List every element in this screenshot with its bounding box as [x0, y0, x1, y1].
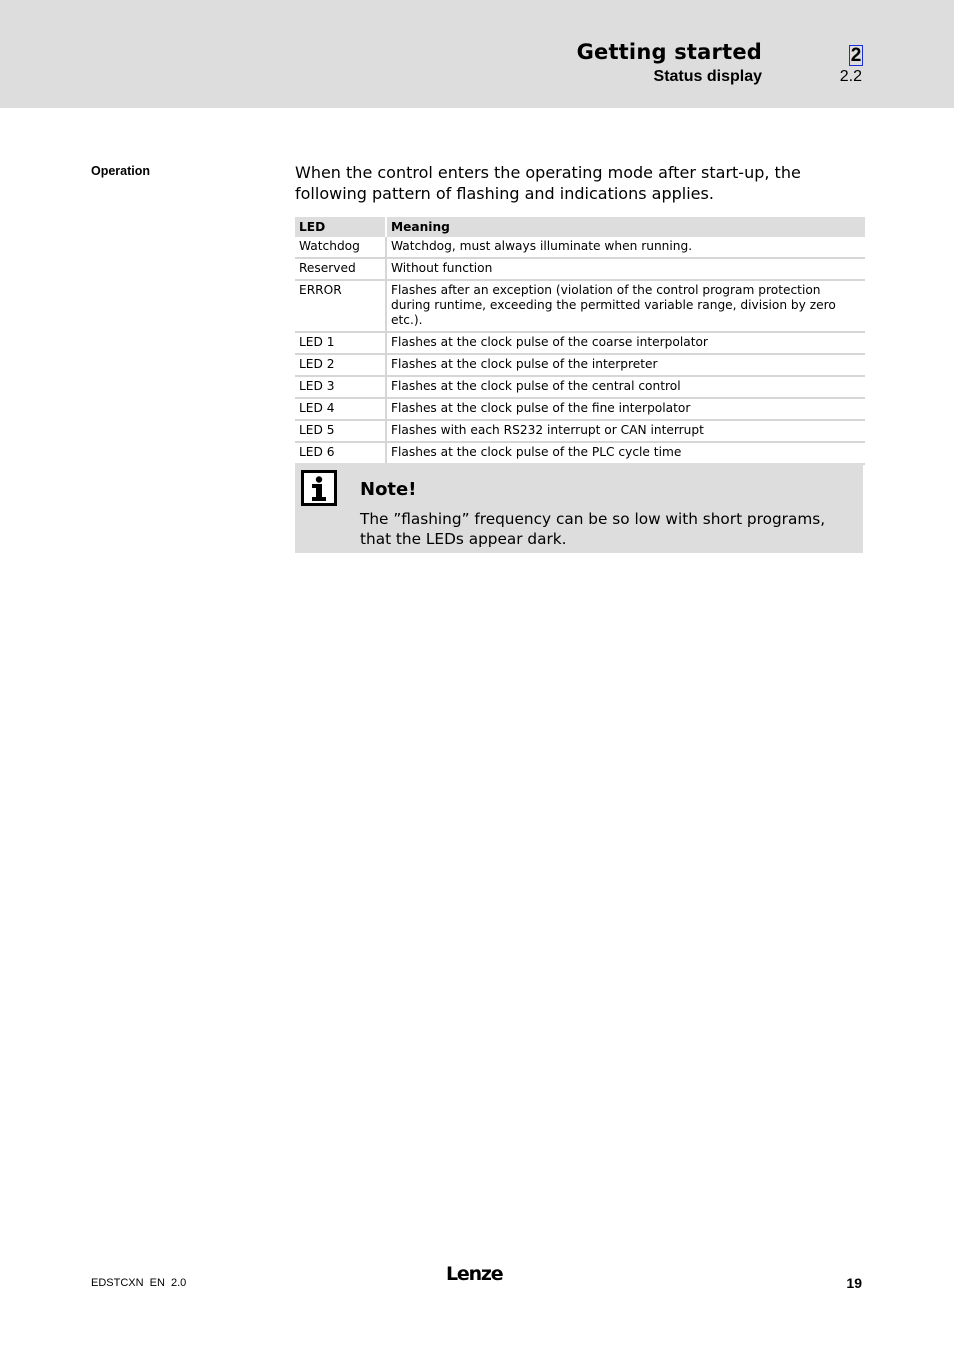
table-row [295, 332, 865, 354]
led-cell: ERROR [295, 280, 386, 332]
led-cell: Reserved [295, 258, 386, 280]
section-number: 2.2 [839, 68, 862, 85]
table-row [295, 442, 865, 464]
led-cell: LED 1 [295, 332, 386, 354]
table-row [295, 398, 865, 420]
footer-doc-code: EDSTCXN EN 2.0 [91, 1277, 187, 1289]
led-cell: Watchdog [295, 237, 386, 258]
column-header-led: LED [295, 217, 386, 237]
table-row [295, 237, 865, 258]
meaning-cell: Flashes at the clock pulse of the PLC cycle time [386, 442, 865, 464]
chapter-number[interactable]: 2 [850, 45, 862, 66]
led-cell: LED 2 [295, 354, 386, 376]
chapter-title: Getting started [576, 40, 762, 64]
led-cell: LED 6 [295, 442, 386, 464]
table-row [295, 376, 865, 398]
column-header-meaning: Meaning [386, 217, 865, 237]
meaning-cell: Watchdog, must always illuminate when running. [386, 237, 865, 258]
led-cell: LED 3 [295, 376, 386, 398]
led-table [295, 217, 865, 465]
section-title: Status display [653, 68, 762, 85]
led-cell: LED 5 [295, 420, 386, 442]
note-box [295, 463, 863, 553]
table-row [295, 420, 865, 442]
intro-paragraph: When the control enters the operating mode after start-up, the following pattern of flashing and indications applies. [295, 163, 801, 203]
side-heading: Operation [91, 164, 151, 178]
meaning-cell: Flashes with each RS232 interrupt or CAN interrupt [386, 420, 865, 442]
meaning-cell: Flashes at the clock pulse of the interpreter [386, 354, 865, 376]
info-icon [301, 470, 337, 512]
meaning-cell: Flashes at the clock pulse of the fine interpolator [386, 398, 865, 420]
table-row [295, 258, 865, 280]
led-cell: LED 4 [295, 398, 386, 420]
table-row [295, 354, 865, 376]
table-row [295, 280, 865, 332]
meaning-cell: Flashes after an exception (violation of the control program protection during runtime, exceeding the permitted variable range, division by zero etc.). [386, 280, 865, 332]
note-text: The ”flashing” frequency can be so low with short programs, that the LEDs appear dark. [360, 510, 826, 548]
page-number: 19 [846, 1275, 862, 1291]
meaning-cell: Flashes at the clock pulse of the central control [386, 376, 865, 398]
header-band [0, 0, 954, 108]
table-header-row [295, 217, 865, 237]
lenze-logo: Lenze [446, 1263, 503, 1285]
meaning-cell: Flashes at the clock pulse of the coarse interpolator [386, 332, 865, 354]
note-title: Note! [360, 479, 417, 500]
meaning-cell: Without function [386, 258, 865, 280]
